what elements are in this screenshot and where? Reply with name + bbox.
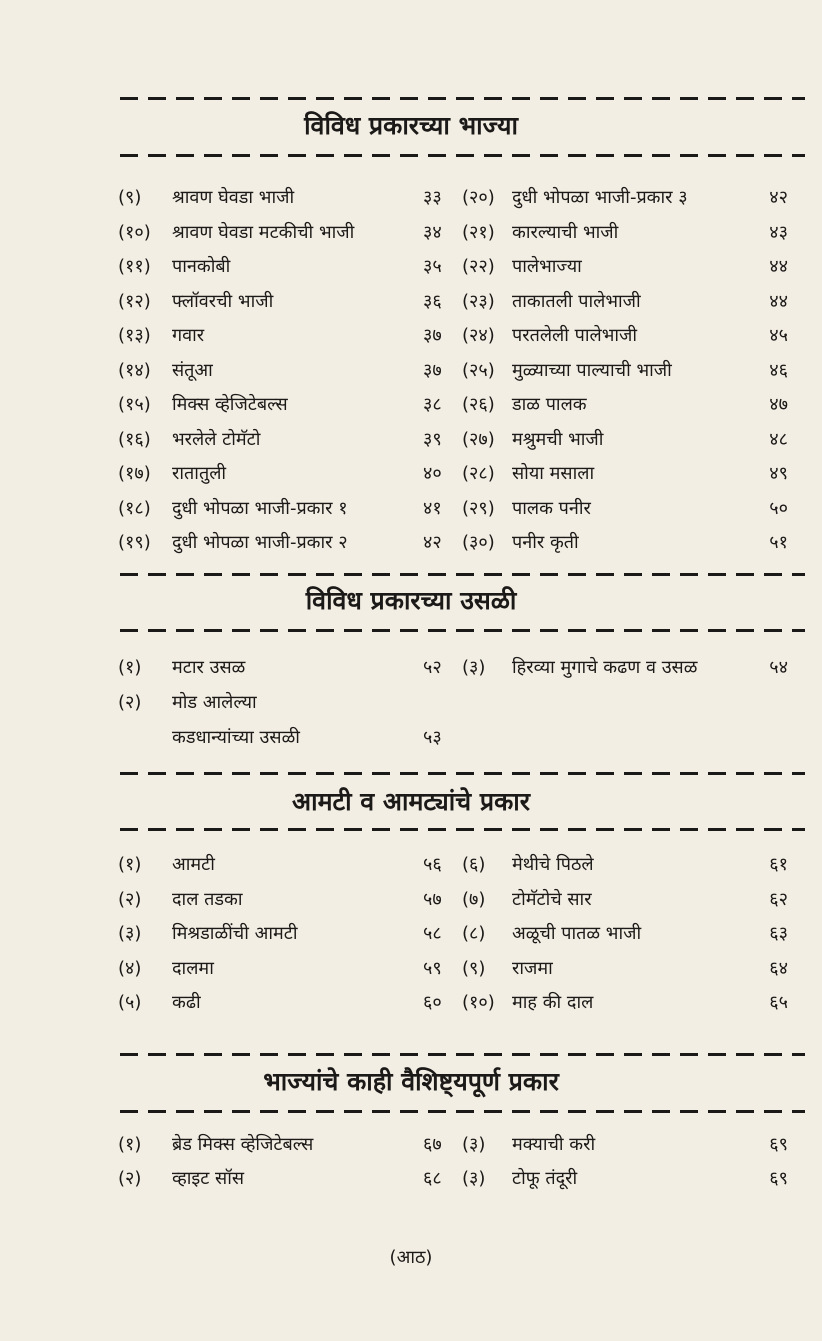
entry-title: ताकातली पालेभाजी [512, 290, 641, 312]
toc-row [0, 953, 822, 985]
entry-number: (२) [118, 888, 142, 910]
entry-page: ४५ [769, 325, 788, 346]
entry-title: टोफू तंदूरी [512, 1168, 578, 1189]
toc-row [0, 527, 822, 559]
dashed-rule [120, 629, 805, 632]
entry-number: (७) [462, 888, 486, 910]
entry-title: आमटी [172, 854, 215, 875]
entry-number: (५) [118, 992, 142, 1013]
dashed-rule [120, 1110, 805, 1113]
toc-row [0, 687, 822, 719]
toc-row [0, 217, 822, 249]
entry-number: (२८) [462, 463, 495, 484]
entry-title: गवार [172, 325, 205, 346]
section-heading-vegetables: विविध प्रकारच्या भाज्या [304, 111, 518, 140]
entry-title: दुधी भोपळा भाजी-प्रकार ३ [512, 187, 688, 208]
entry-title: दुधी भोपळा भाजी-प्रकार १ [172, 497, 348, 519]
entry-number: (१३) [118, 325, 151, 346]
entry-page: ६१ [769, 854, 788, 875]
toc-row [0, 1129, 822, 1161]
entry-page: ४० [423, 463, 442, 484]
entry-title: ब्रेड मिक्स व्हेजिटेबल्स [172, 1134, 314, 1155]
entry-number: (४) [118, 957, 142, 979]
entry-number: (१५) [118, 394, 151, 415]
toc-row [0, 320, 822, 352]
entry-number: (१०) [462, 992, 495, 1013]
entry-number: (१२) [118, 290, 151, 312]
entry-title: मुळ्याच्या पाल्याची भाजी [512, 359, 672, 381]
entry-page: ६९ [769, 1168, 788, 1189]
entry-page: ५६ [423, 854, 442, 875]
toc-row [0, 251, 822, 283]
entry-title: मक्याची करी [512, 1134, 596, 1155]
entry-page: ३७ [423, 325, 442, 346]
entry-page: ५८ [423, 923, 442, 944]
entry-title: अळूची पातळ भाजी [512, 923, 642, 944]
entry-title: रातातुली [172, 463, 227, 484]
entry-number: (१८) [118, 497, 151, 519]
entry-title: डाळ पालक [512, 394, 587, 415]
entry-title: संतूआ [172, 359, 213, 381]
entry-number: (२०) [462, 187, 495, 208]
entry-title: भरलेले टोमॅटो [172, 428, 261, 450]
entry-number: (६) [462, 854, 486, 875]
entry-page: ३५ [423, 256, 442, 277]
page-number: (आठ) [389, 1247, 433, 1268]
entry-page: ३८ [423, 394, 442, 415]
entry-page: ३३ [423, 187, 442, 208]
entry-page: ४२ [423, 532, 442, 553]
entry-number: (१) [118, 1134, 142, 1155]
entry-title: राजमा [512, 957, 553, 979]
entry-title: मश्रुमची भाजी [512, 428, 604, 450]
entry-page: ३७ [423, 359, 442, 381]
entry-number: (२४) [462, 325, 495, 346]
entry-title: परतलेली पालेभाजी [512, 325, 638, 346]
entry-page: ४२ [769, 187, 788, 208]
entry-page: ५७ [423, 888, 442, 910]
entry-title: टोमॅटोचे सार [512, 888, 592, 910]
entry-page: ४६ [769, 359, 788, 381]
toc-row [0, 918, 822, 950]
dashed-rule [120, 97, 805, 100]
entry-page: ६५ [769, 992, 788, 1013]
entry-page: ३९ [423, 428, 442, 450]
entry-title: मटार उसळ [172, 657, 246, 678]
entry-page: ३४ [423, 221, 442, 243]
toc-row [0, 389, 822, 421]
toc-row [0, 493, 822, 525]
entry-title: श्रावण घेवडा मटकीची भाजी [172, 221, 355, 243]
entry-number: (२३) [462, 290, 495, 312]
entry-number: (१) [118, 657, 142, 678]
entry-number: (२५) [462, 359, 495, 381]
entry-number: (९) [462, 957, 486, 979]
entry-title: दाल तडका [172, 888, 243, 910]
entry-page: ६२ [769, 888, 788, 910]
entry-title: कढी [172, 992, 201, 1013]
toc-row [0, 286, 822, 318]
toc-row [0, 722, 822, 754]
entry-number: (११) [118, 256, 151, 277]
entry-title: पानकोबी [172, 256, 231, 277]
entry-title: कडधान्यांच्या उसळी [172, 727, 300, 748]
entry-number: (२६) [462, 394, 495, 415]
section-heading-usal: विविध प्रकारच्या उसळी [305, 586, 517, 615]
entry-number: (१६) [118, 428, 151, 450]
entry-title: दालमा [172, 957, 214, 979]
entry-page: ४७ [769, 394, 788, 415]
entry-number: (२) [118, 1168, 142, 1189]
entry-page: ५९ [423, 957, 442, 979]
toc-row [0, 849, 822, 881]
entry-number: (२) [118, 692, 142, 713]
toc-row [0, 1163, 822, 1195]
entry-page: ६७ [423, 1134, 442, 1155]
toc-row [0, 424, 822, 456]
entry-number: (३) [462, 1168, 486, 1189]
entry-page: ६९ [769, 1134, 788, 1155]
entry-page: ४८ [769, 428, 788, 450]
entry-number: (३) [462, 657, 486, 678]
entry-title: सोया मसाला [512, 463, 595, 484]
entry-page: ५१ [769, 532, 788, 553]
entry-title: पालेभाज्या [512, 256, 582, 277]
entry-page: ४४ [769, 290, 788, 312]
entry-number: (३) [462, 1134, 486, 1155]
entry-title: मिश्रडाळींची आमटी [172, 923, 298, 944]
entry-title: कारल्याची भाजी [512, 221, 619, 243]
entry-page: ६० [423, 992, 442, 1013]
dashed-rule [120, 573, 805, 576]
entry-title: हिरव्या मुगाचे कढण व उसळ [512, 657, 698, 678]
entry-number: (३) [118, 923, 142, 944]
toc-row [0, 355, 822, 387]
entry-page: ५४ [769, 657, 788, 678]
entry-title: माह की दाल [512, 992, 594, 1013]
entry-title: पनीर कृती [512, 532, 579, 553]
entry-number: (१७) [118, 463, 151, 484]
dashed-rule [120, 154, 805, 157]
entry-page: ४१ [423, 497, 442, 519]
toc-row [0, 458, 822, 490]
entry-page: ५० [769, 497, 788, 519]
entry-page: ६८ [423, 1168, 442, 1189]
toc-row [0, 884, 822, 916]
entry-page: ४९ [769, 463, 788, 484]
entry-number: (२७) [462, 428, 495, 450]
entry-title: पालक पनीर [512, 497, 591, 519]
entry-page: ६४ [769, 957, 788, 979]
entry-number: (१०) [118, 221, 151, 243]
toc-row [0, 652, 822, 684]
entry-page: ५२ [423, 657, 442, 678]
dashed-rule [120, 772, 805, 775]
toc-row [0, 182, 822, 214]
entry-page: ४४ [769, 256, 788, 277]
entry-number: (१९) [118, 532, 151, 553]
entry-number: (१) [118, 854, 142, 875]
toc-row [0, 987, 822, 1019]
entry-title: फ्लॉवरची भाजी [172, 290, 274, 312]
entry-number: (२१) [462, 221, 495, 243]
dashed-rule [120, 828, 805, 831]
entry-title: मोड आलेल्या [172, 692, 257, 713]
entry-number: (३०) [462, 532, 495, 553]
entry-title: मिक्स व्हेजिटेबल्स [172, 394, 288, 415]
entry-title: दुधी भोपळा भाजी-प्रकार २ [172, 532, 348, 553]
entry-title: व्हाइट सॉस [172, 1168, 245, 1189]
section-heading-special: भाज्यांचे काही वैशिष्ट्यपूर्ण प्रकार [263, 1067, 559, 1096]
entry-page: ६३ [769, 923, 788, 944]
entry-number: (८) [462, 923, 486, 944]
entry-title: मेथीचे पिठले [512, 854, 594, 875]
entry-number: (२२) [462, 256, 495, 277]
entry-page: ५३ [423, 727, 442, 748]
section-heading-amti: आमटी व आमट्यांचे प्रकार [292, 787, 530, 816]
entry-number: (१४) [118, 359, 151, 381]
dashed-rule [120, 1053, 805, 1056]
entry-number: (२९) [462, 497, 495, 519]
entry-page: ३६ [423, 290, 442, 312]
entry-page: ४३ [769, 221, 788, 243]
entry-title: श्रावण घेवडा भाजी [172, 187, 295, 208]
entry-number: (९) [118, 187, 142, 208]
